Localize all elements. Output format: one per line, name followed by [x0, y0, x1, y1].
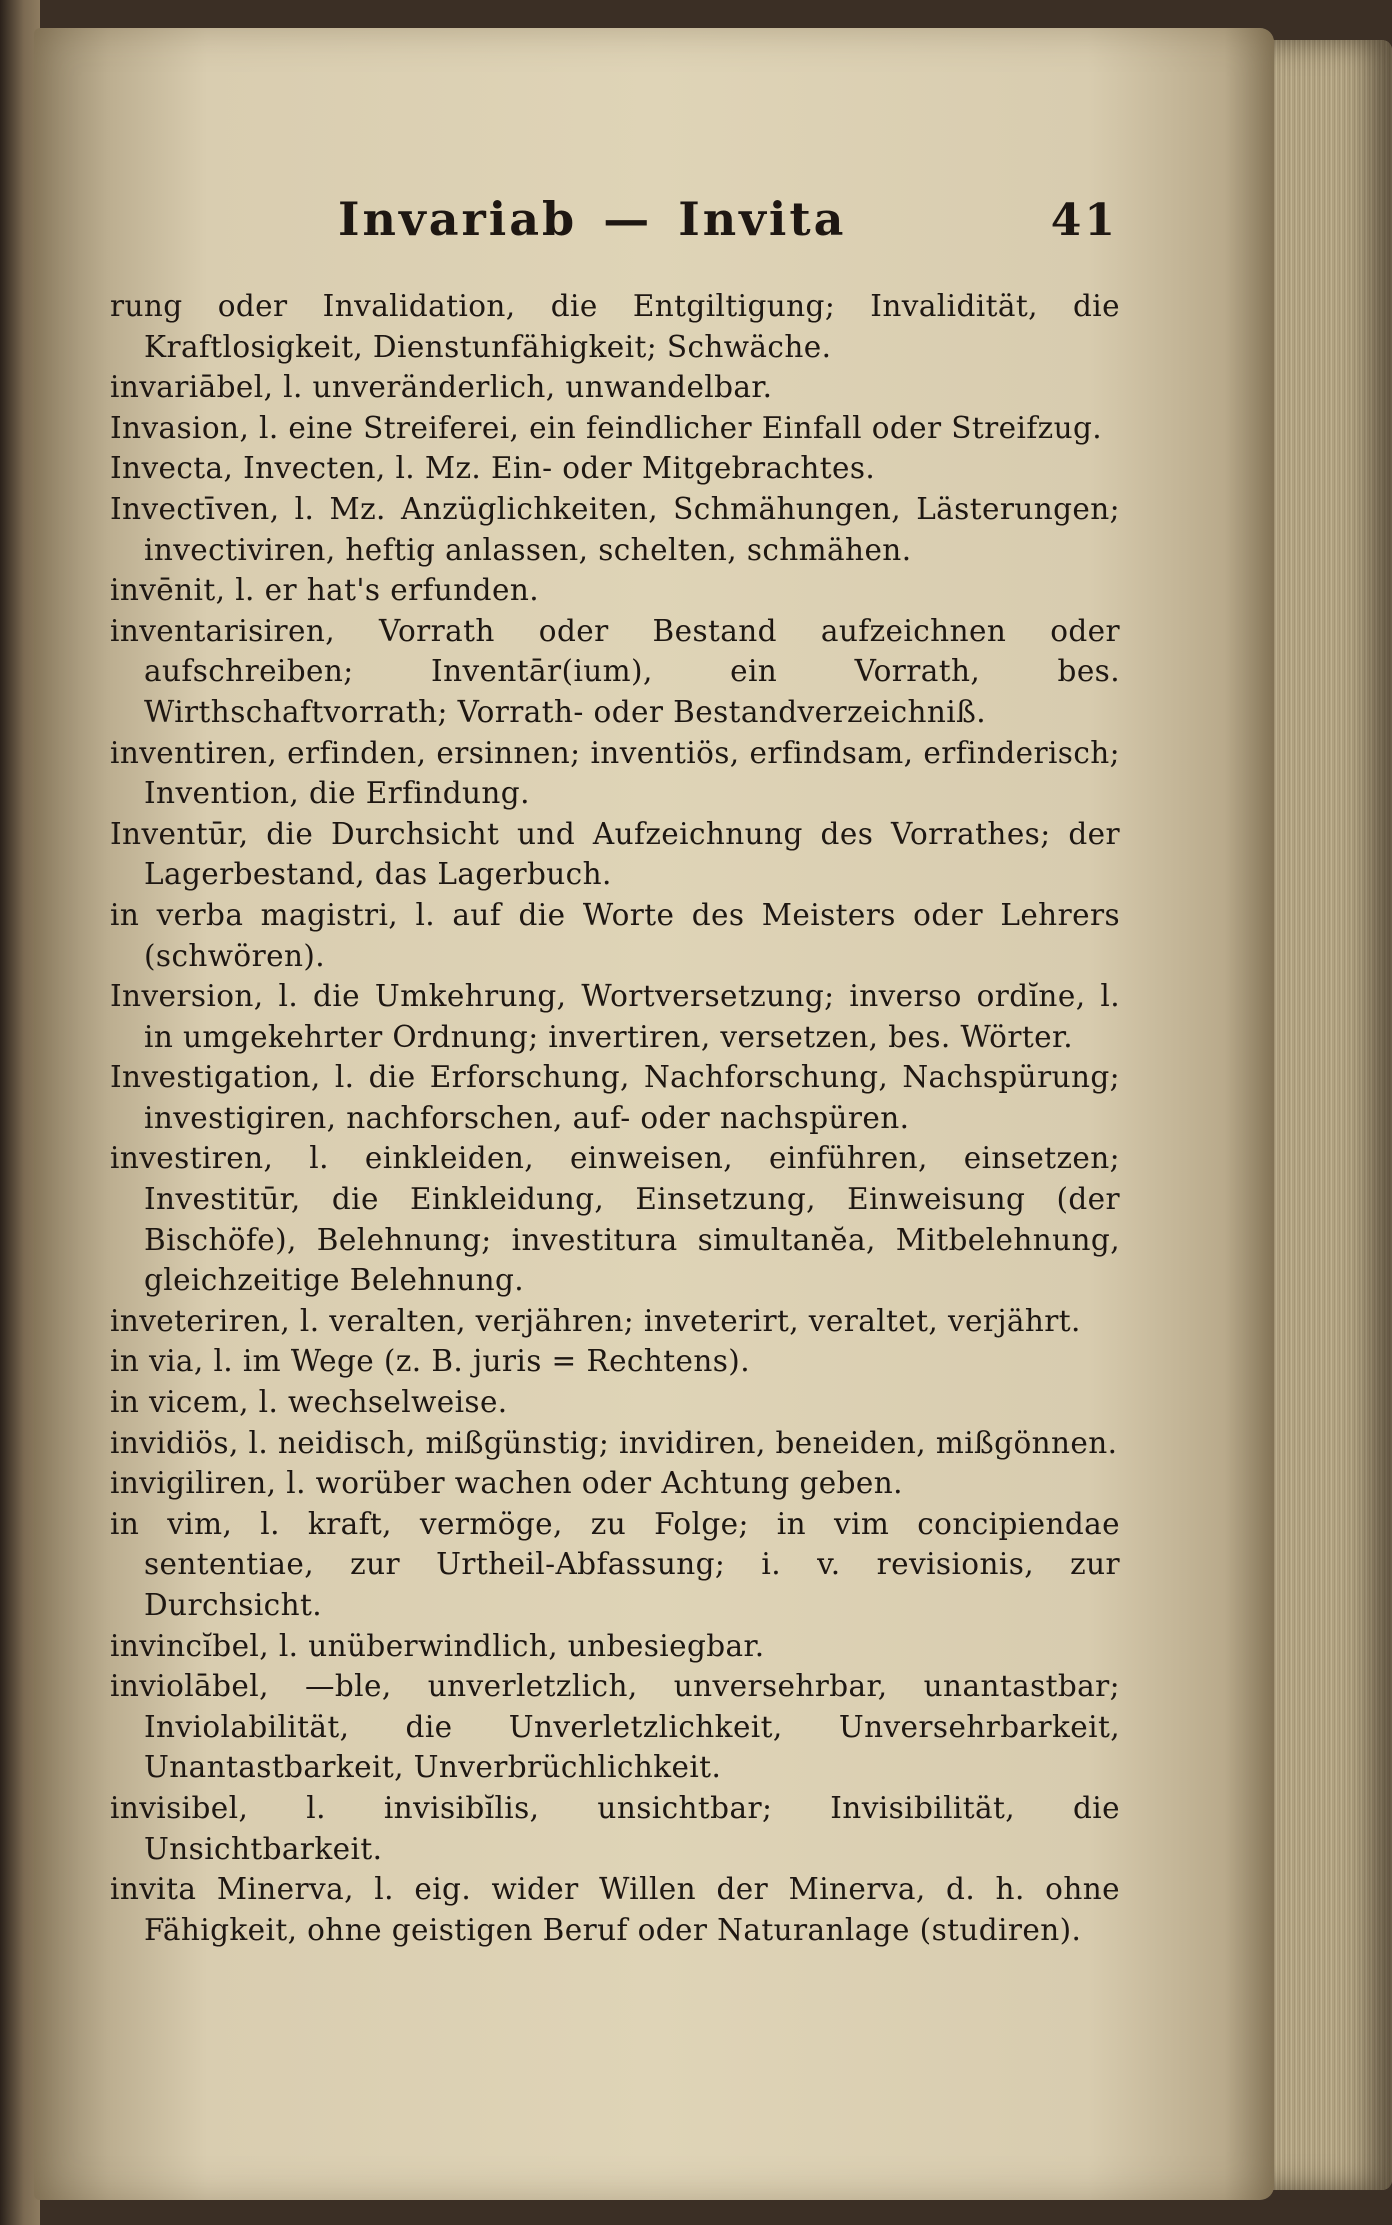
header-dash: — [603, 192, 653, 246]
dictionary-entry: Invasion, l. eine Streiferei, ein feindlicher Einfall oder Streifzug. [110, 410, 1103, 445]
dictionary-entry: invidiös, l. neidisch, mißgünstig; invidiren, beneiden, mißgönnen. [110, 1425, 1118, 1460]
dictionary-entry: in vicem, l. wechselweise. [110, 1385, 508, 1420]
dictionary-entry: inveteriren, l. veralten, verjähren; inveterirt, veraltet, verjährt. [110, 1303, 1081, 1338]
dictionary-entry: invita Minerva, l. eig. wider Willen der Minerva, d. h. ohne Fähigkeit, ohne geistigen Beruf oder Naturanlage (studiren). [110, 1872, 1120, 1947]
running-header [338, 192, 1118, 246]
dictionary-entry: invigiliren, l. worüber wachen oder Achtung geben. [110, 1466, 903, 1501]
dictionary-entry: Investigation, l. die Erforschung, Nachforschung, Nachspürung; investigiren, nachforschen, auf- oder nachspüren. [110, 1060, 1120, 1135]
dictionary-entry: in via, l. im Wege (z. B. juris = Rechtens). [110, 1344, 750, 1379]
dictionary-entry: Inventūr, die Durchsicht und Aufzeichnung des Vorrathes; der Lagerbestand, das Lagerbuch. [110, 816, 1120, 892]
dictionary-entry: invisibel, l. invisibĭlis, unsichtbar; Invisibilität, die Unsichtbarkeit. [110, 1790, 1120, 1866]
page-edges [1268, 40, 1392, 2190]
header-title [338, 192, 846, 246]
dictionary-entry: rung oder Invalidation, die Entgiltigung; Invalidität, die Kraftlosigkeit, Dienstunfähigkeit; Schwäche. [110, 289, 1120, 364]
header-right-word: Invita [678, 192, 847, 246]
page-number: 41 [1050, 195, 1118, 246]
dictionary-entry: Invecta, Invecten, l. Mz. Ein- oder Mitgebrachtes. [110, 451, 876, 486]
dictionary-entries [110, 286, 1120, 1950]
dictionary-entry: invincĭbel, l. unüberwindlich, unbesiegbar. [110, 1628, 765, 1663]
dictionary-entry: inventarisiren, Vorrath oder Bestand aufzeichnen oder aufschreiben; Inventār(ium), ein Vorrath, bes. Wirthschaftvorrath; Vorrath- oder Bestandverzeichniß. [110, 613, 1120, 729]
header-left-word: Invariab [338, 192, 578, 246]
dictionary-entry: Inversion, l. die Umkehrung, Wortversetzung; inverso ordĭne, l. in umgekehrter Ordnung; invertiren, versetzen, bes. Wörter. [110, 979, 1120, 1054]
dictionary-entry: in vim, l. kraft, vermöge, zu Folge; in vim concipiendae sententiae, zur Urtheil-Abfassung; i. v. revisionis, zur Durchsicht. [110, 1506, 1120, 1622]
dictionary-entry: inviolābel, —ble, unverletzlich, unversehrbar, unantastbar; Inviolabilität, die Unverletzlichkeit, Unversehrbarkeit, Unantastbarkeit, Unverbrüchlichkeit. [110, 1669, 1120, 1785]
dictionary-entry: investiren, l. einkleiden, einweisen, einführen, einsetzen; Investitūr, die Einkleidung, Einsetzung, Einweisung (der Bischöfe), Belehnung; investitura simultanĕa, Mitbelehnung, gleichzeitige Belehnung. [110, 1141, 1120, 1298]
dictionary-entry: invēnit, l. er hat's erfunden. [110, 573, 539, 608]
dictionary-entry: inventiren, erfinden, ersinnen; inventiös, erfindsam, erfinderisch; Invention, die Erfindung. [110, 735, 1120, 811]
dictionary-entry: Invectīven, l. Mz. Anzüglichkeiten, Schmähungen, Lästerungen; invectiviren, heftig anlassen, schelten, schmähen. [110, 491, 1120, 567]
dictionary-entry: in verba magistri, l. auf die Worte des Meisters oder Lehrers (schwören). [110, 897, 1120, 973]
page-text [110, 192, 1120, 1950]
dictionary-entry: invariābel, l. unveränderlich, unwandelbar. [110, 370, 773, 405]
